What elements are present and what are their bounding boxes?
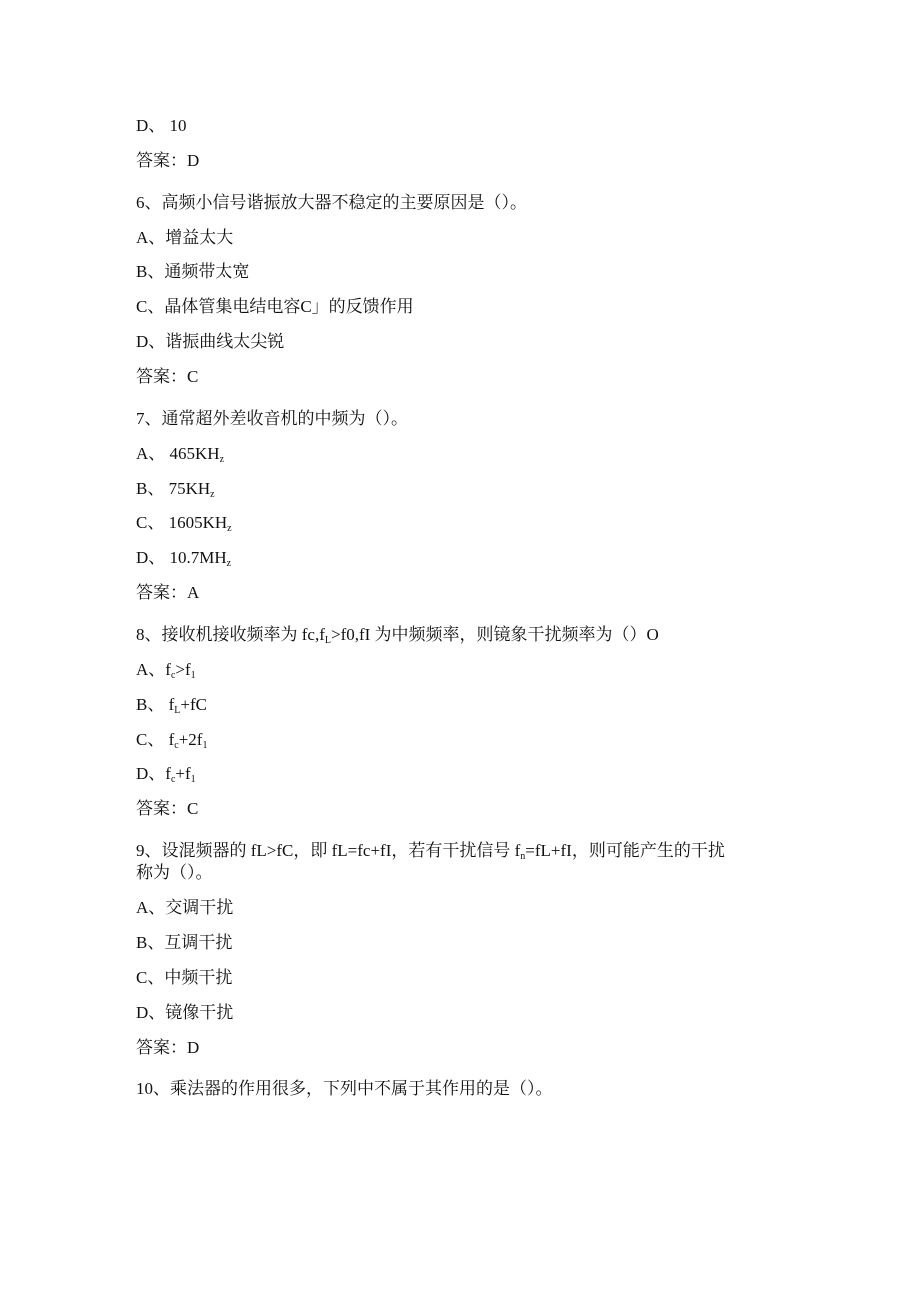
subscript: z: [226, 558, 232, 569]
option-line: [136, 1003, 233, 1023]
answer-line: [136, 151, 199, 171]
subscript: 1: [202, 740, 208, 751]
text-segment: C、 f: [136, 730, 175, 749]
text-segment: D、镜像干扰: [136, 1003, 234, 1022]
text-segment: D、 10: [136, 116, 187, 135]
text-segment: D、 10.7MH: [136, 548, 227, 567]
option-line: [136, 444, 224, 464]
text-segment: B、 75KH: [136, 479, 211, 498]
option-line: [136, 513, 232, 533]
text-segment: >f0,fI 为中频频率，则镜象干扰频率为（）O: [330, 625, 659, 644]
text-segment: 9、设混频器的 fL>fC，即 fL=fc+fI，若有干扰信号 f: [136, 841, 521, 860]
option-line: [136, 548, 231, 568]
option-line: [136, 764, 196, 784]
text-segment: 7、通常超外差收音机的中频为（）。: [136, 409, 408, 428]
text-segment: +fC: [180, 695, 207, 714]
text-segment: B、通频带太宽: [136, 262, 250, 281]
subscript: 1: [190, 774, 196, 785]
option-line: [136, 228, 233, 248]
subscript: n: [520, 851, 526, 862]
text-segment: 称为（）。: [136, 863, 213, 882]
question-line: [136, 193, 527, 213]
answer-line: [136, 583, 199, 603]
text-segment: 答案：C: [136, 367, 199, 386]
answer-line: [136, 799, 198, 819]
question-line: [136, 1079, 553, 1099]
text-segment: C、中频干扰: [136, 968, 233, 987]
text-segment: 8、接收机接收频率为 fc,f: [136, 625, 325, 644]
option-line: [136, 660, 196, 680]
subscript: L: [174, 705, 181, 716]
option-line: [136, 933, 232, 953]
option-line: [136, 898, 233, 918]
text-segment: 10、乘法器的作用很多，下列中不属于其作用的是（）。: [136, 1079, 553, 1098]
text-segment: B、互调干扰: [136, 933, 233, 952]
subscript: z: [219, 454, 225, 465]
text-segment: A、 465KH: [136, 444, 220, 463]
text-segment: 答案：C: [136, 799, 199, 818]
subscript: z: [227, 523, 232, 534]
text-segment: C、 1605KH: [136, 513, 228, 532]
question-line: [136, 625, 659, 645]
answer-line: [136, 367, 198, 387]
text-segment: A、交调干扰: [136, 898, 234, 917]
text-segment: C、晶体管集电结电容C」的反馈作用: [136, 297, 414, 316]
text-segment: +f: [175, 764, 191, 783]
text-segment: B、 f: [136, 695, 175, 714]
subscript: z: [210, 489, 215, 500]
text-segment: A、f: [136, 660, 171, 679]
question-line: [136, 409, 408, 429]
subscript: c: [174, 740, 179, 751]
text-segment: =fL+fI，则可能产生的干扰: [525, 841, 725, 860]
text-segment: 答案：D: [136, 1038, 200, 1057]
text-segment: 答案：D: [136, 151, 200, 170]
text-segment: D、f: [136, 764, 171, 783]
option-line: [136, 968, 232, 988]
subscript: c: [170, 670, 176, 681]
question-line: [136, 863, 213, 883]
text-segment: >f: [175, 660, 191, 679]
text-segment: 答案：A: [136, 583, 200, 602]
option-line: [136, 695, 207, 715]
option-line: [136, 479, 215, 499]
text-segment: D、谐振曲线太尖锐: [136, 332, 285, 351]
text-segment: 6、高频小信号谐振放大器不稳定的主要原因是（）。: [136, 193, 527, 212]
option-line: [136, 116, 187, 136]
option-line: [136, 332, 284, 352]
question-line: [136, 841, 725, 861]
subscript: c: [170, 774, 176, 785]
subscript: 1: [190, 670, 196, 681]
option-line: [136, 262, 249, 282]
subscript: L: [324, 635, 331, 646]
text-segment: +2f: [178, 730, 203, 749]
answer-line: [136, 1038, 199, 1058]
option-line: [136, 730, 207, 750]
text-segment: A、增益太大: [136, 228, 234, 247]
option-line: [136, 297, 414, 317]
